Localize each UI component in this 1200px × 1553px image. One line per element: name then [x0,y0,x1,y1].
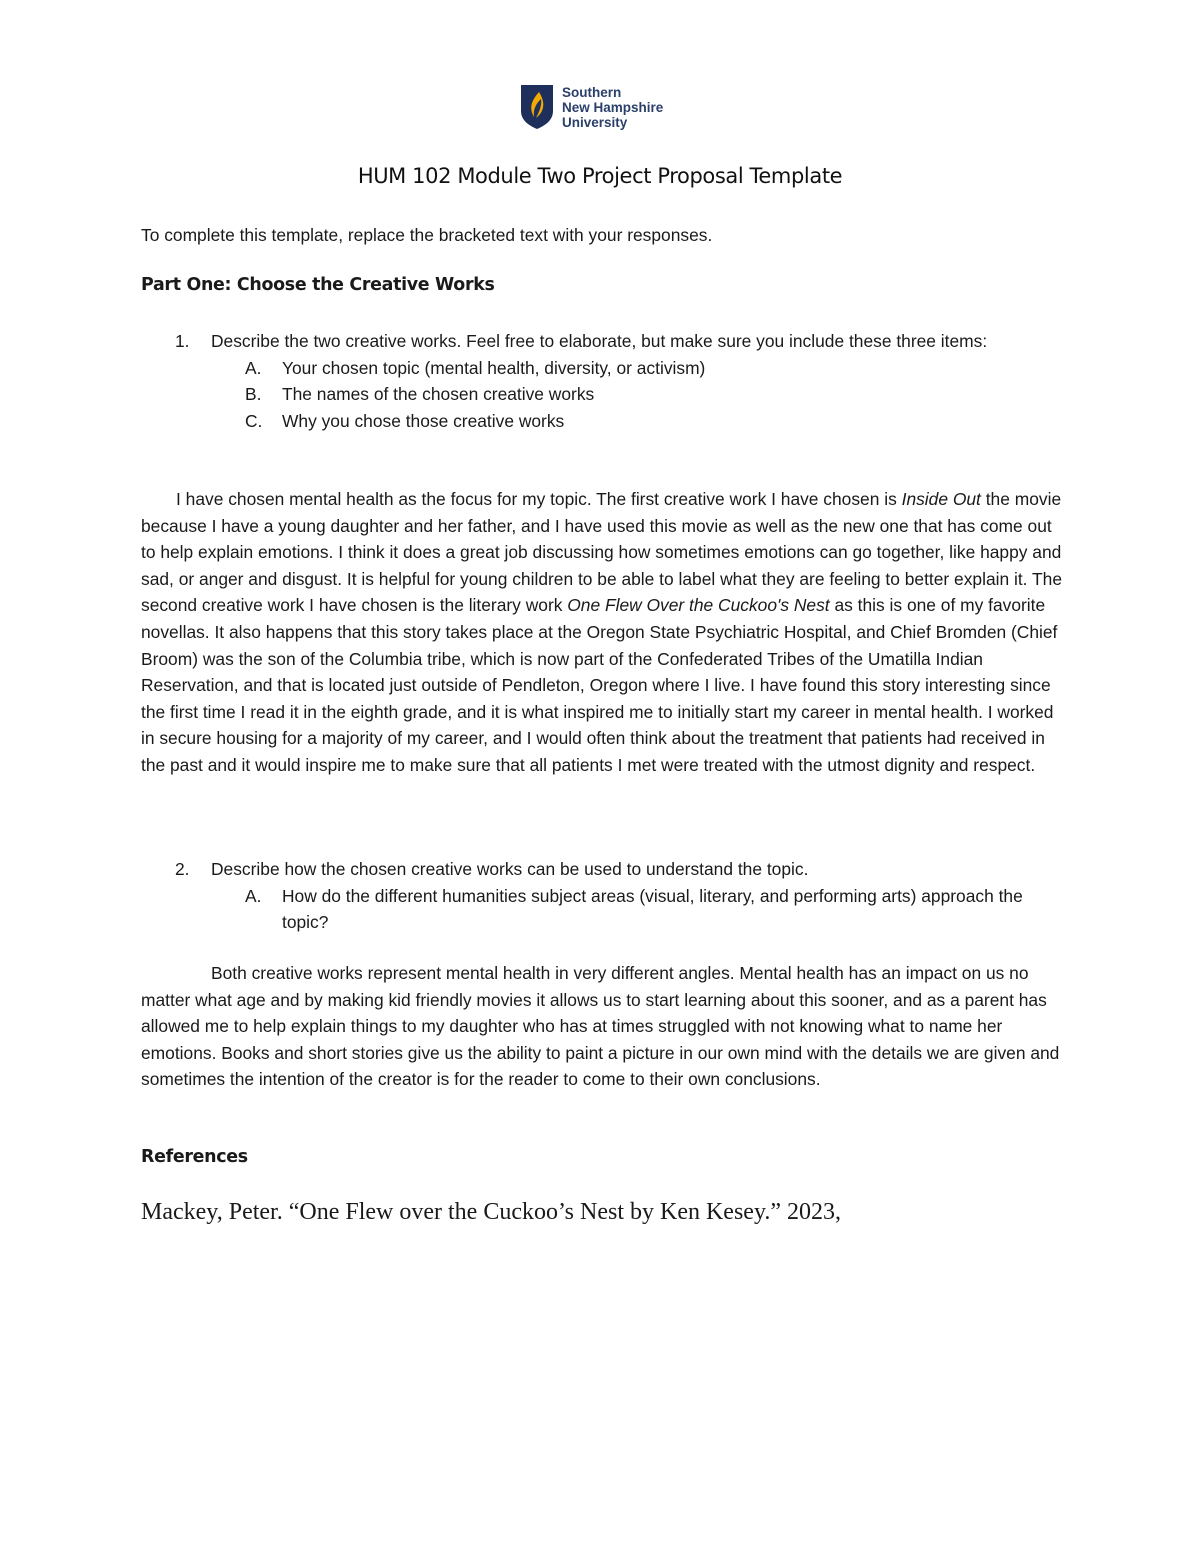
item-text: Why you chose those creative works [282,410,565,431]
answer-1-part-1: I have chosen mental health as the focus for my topic. The first creative work I have chosen is [176,489,902,509]
document-title: HUM 102 Module Two Project Proposal Template [357,164,843,188]
question-1-number: 1. [175,331,190,351]
part-one-heading: Part One: Choose the Creative Works [141,275,495,295]
reference-entry: Mackey, Peter. “One Flew over the Cuckoo’s Nest by Ken Kesey.” 2023, [141,1199,842,1225]
question-1-item-c [141,408,1071,435]
work-title-cuckoos-nest: One Flew Over the Cuckoo's Nest [567,595,830,616]
instructions-text: To complete this template, replace the bracketed text with your responses. [141,225,713,245]
question-2-text: Describe how the chosen creative works can be used to understand the topic. [211,859,809,879]
item-text: The names of the chosen creative works [282,384,595,405]
item-text: How do the different humanities subject areas (visual, literary, and performing arts) approach the topic? [282,885,1023,933]
question-2-item-a [141,883,1071,936]
logo-line-2: New Hampshire [562,99,664,115]
question-2 [141,856,1071,936]
logo-line-1: Southern [562,84,622,100]
logo-line-3: University [562,114,628,130]
university-logo [520,84,663,130]
item-letter: C. [245,410,263,431]
item-letter: A. [245,357,262,378]
shield-flame-icon [520,84,554,130]
question-1-item-b [141,381,1071,408]
question-1-row [141,328,1071,355]
references-heading: References [141,1147,248,1167]
logo-wordmark [562,85,663,130]
answer-1-paragraph [141,486,1071,779]
item-text: Your chosen topic (mental health, diversity, or activism) [282,357,706,378]
answer-2-paragraph: Both creative works represent mental health in very different angles. Mental health has an impact on us no matter what age and by making kid friendly movies it allows us to start learning about this sooner, and as a parent has allowed me to help explain things to my daughter who has at times struggled with not knowing what to name her emotions. Books and short stories give us the ability to paint a picture in our own mind with the details we are given and sometimes the intention of the creator is for the reader to come to their own conclusions. [141,963,1060,1090]
question-2-row [141,856,1071,883]
question-2-number: 2. [175,859,190,879]
answer-1-part-2: the movie because I have a young daughter and her father, and I have used this movie as well as the new one that has come out to help explain emotions. I think it does a great job discussing how sometimes emotions can go together, like happy and sad, or anger and disgust. It is helpful for young children to be able to label what they are feeling to better explain it. The second creative work I have chosen is the literary work [141,489,1062,616]
item-letter: A. [245,885,262,906]
answer-1-part-3: as this is one of my favorite novellas. It also happens that this story takes place at the Oregon State Psychiatric Hospital, and Chief Bromden (Chief Broom) was the son of the Columbia tribe, which is now part of the Confederated Tribes of the Umatilla Indian Reservation, and that is located just outside of Pendleton, Oregon where I live. I have found this story interesting since the first time I read it in the eighth grade, and it is what inspired me to initially start my career in mental health. I worked in secure housing for a majority of my career, and I would often think about the treatment that patients had received in the past and it would inspire me to make sure that all patients I met were treated with the utmost dignity and respect. [141,595,1058,775]
question-1 [141,328,1071,434]
item-letter: B. [245,384,262,405]
work-title-inside-out: Inside Out [901,489,981,509]
question-1-item-a [141,355,1071,382]
question-1-text: Describe the two creative works. Feel free to elaborate, but make sure you include these three items: [211,331,988,351]
